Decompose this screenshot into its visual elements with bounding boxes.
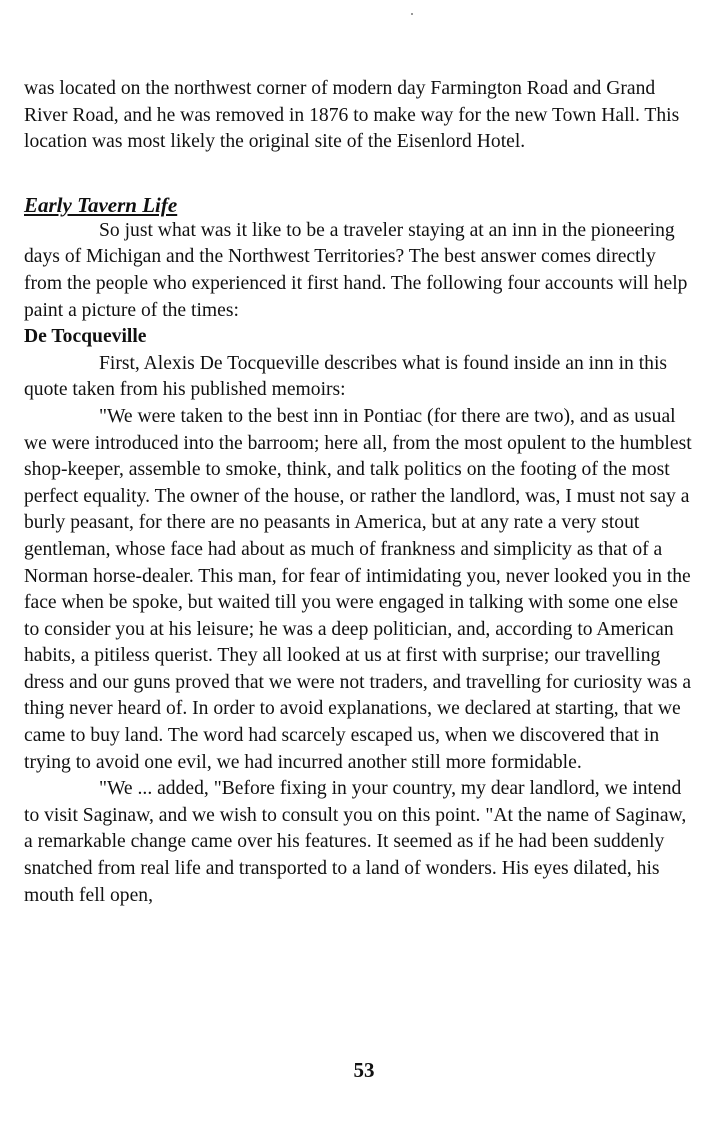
page-body (24, 76, 696, 909)
paragraph-intro: So just what was it like to be a traveler staying at an inn in the pioneering days of Michigan and the Northwest Territories? The best answer comes directly from the people who experienced it first hand. The following four accounts will help paint a picture of the times: (24, 219, 688, 321)
paragraph-continuation: was located on the northwest corner of modern day Farmington Road and Grand River Road, and he was removed in 1876 to make way for the new Town Hall. This location was most likely the original site of the Eisenlord Hotel. (24, 78, 680, 153)
subheading: De Tocqueville (24, 326, 147, 348)
section-heading: Early Tavern Life (24, 192, 178, 217)
paragraph-quote-2: "We ... added, "Before fixing in your country, my dear landlord, we intend to visit Saginaw, and we wish to consult you on this point. "At the name of Saginaw, a remarkable change came over his features. It seemed as if he had been suddenly snatched from real life and transported to a land of wonders. His eyes dilated, his mouth fell open, (24, 778, 687, 906)
paragraph-tocqueville-intro: First, Alexis De Tocqueville describes what is found inside an inn in this quote taken from his published memoirs: (24, 352, 668, 401)
scan-speck (411, 13, 413, 15)
paragraph-quote-1: "We were taken to the best inn in Pontiac (for there are two), and as usual we were introduced into the barroom; here all, from the most opulent to the humblest shop-keeper, assemble to smoke, think, and talk politics on the footing of the most perfect equality. The owner of the house, or rather the landlord, was, I must not say a burly peasant, for there are no peasants in America, but at any rate a very stout gentleman, whose face had about as much of frankness and simplicity as that of a Norman horse-dealer. This man, for fear of intimidating you, never looked you in the face when be spoke, but waited till you were engaged in talking with some one else to consider you at his leisure; he was a deep politician, and, according to American habits, a pitiless querist. They all looked at us at first with surprise; our travelling dress and our guns proved that we were not traders, and travelling for curiosity was a thing never heard of. In order to avoid explanations, we declared at starting, that we came to buy land. The word had scarcely escaped us, when we discovered that in trying to avoid one evil, we had incurred another still more formidable. (24, 405, 692, 773)
page-number: 53 (353, 1058, 375, 1082)
